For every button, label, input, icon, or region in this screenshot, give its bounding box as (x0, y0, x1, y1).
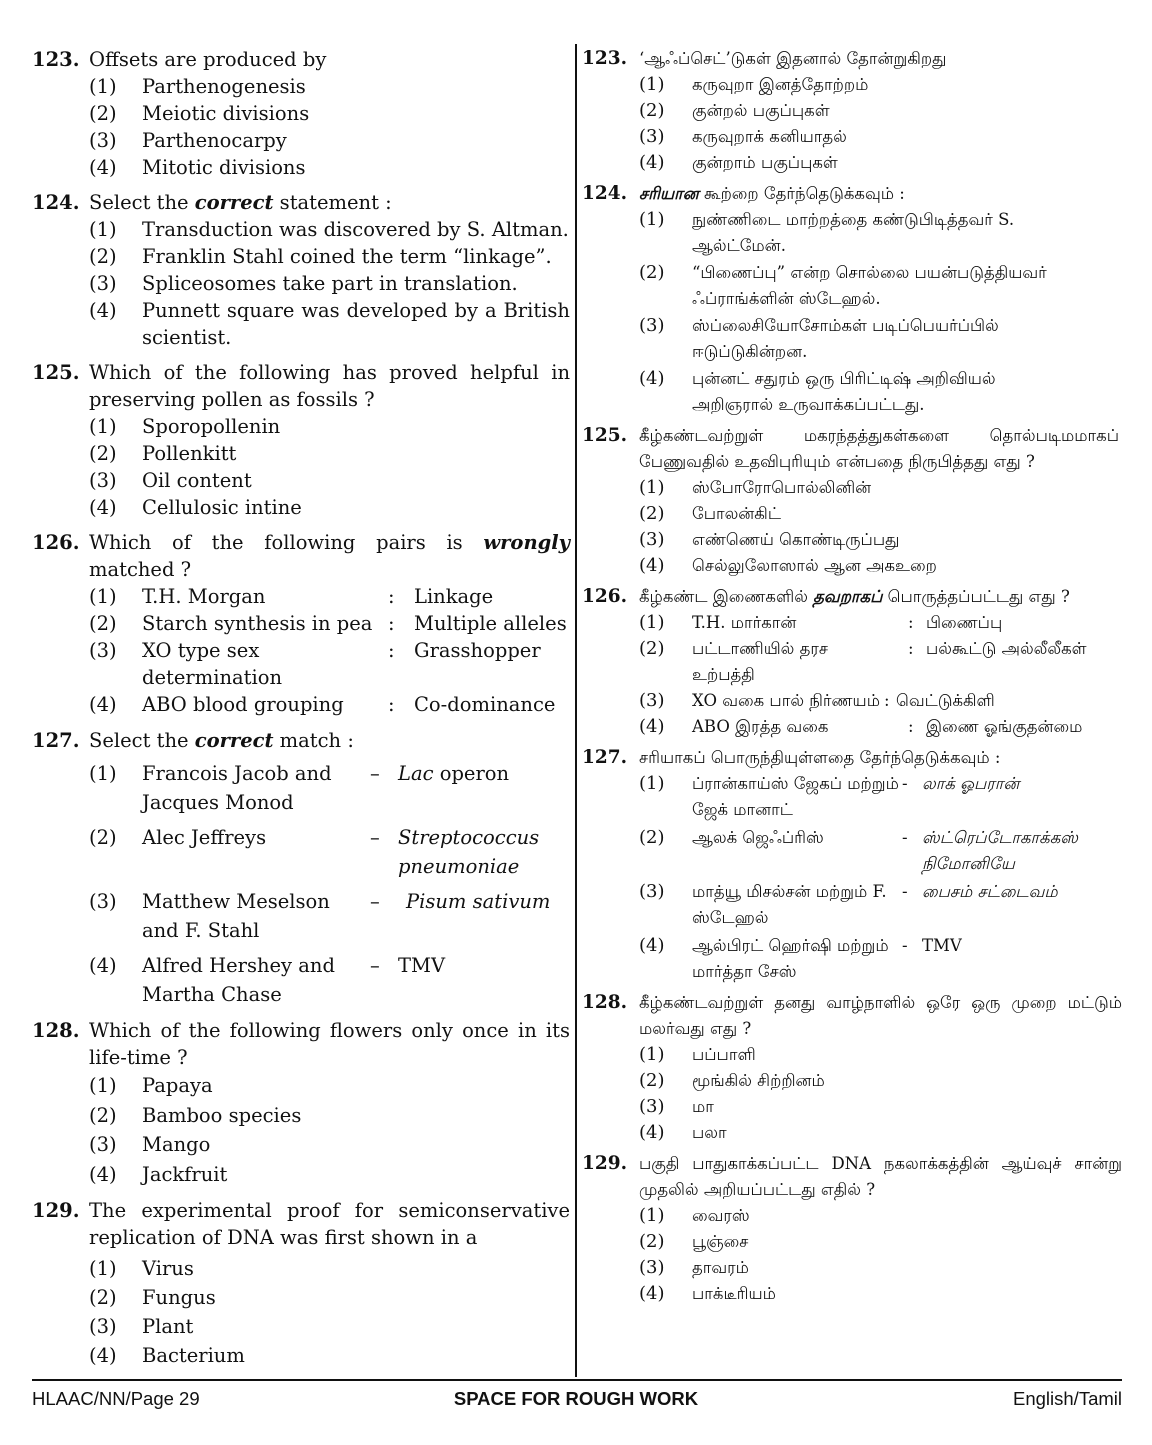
option-1: (1) Parthenogenesis (89, 75, 306, 98)
question-125-en (32, 359, 570, 521)
options-list (89, 1071, 570, 1189)
question-text: Which of the following pairs is wrongly matched ? (89, 531, 570, 581)
question-129-ta (582, 1151, 1122, 1307)
option-3: (3) Parthenocarpy (89, 129, 287, 152)
question-127-en (32, 726, 570, 1009)
question-127-ta (582, 745, 1122, 985)
option-4: (4) Mitotic divisions (89, 156, 306, 179)
option-2: (2) Pollenkitt (89, 442, 237, 465)
question-number: 127. (32, 729, 80, 752)
question-text: கீழ்கண்டவற்றுள் மகரந்தத்துகள்களை தொல்படிமமாகப் பேணுவதில் உதவிபுரியும் என்பதை நிருபித்தது எது ? (639, 426, 1119, 471)
english-column (32, 46, 570, 1378)
question-text: கீழ்கண்டவற்றுள் தனது வாழ்நாளில் ஒரே ஒரு முறை மட்டும் மலர்வது எது ? (639, 993, 1122, 1038)
option-2: (2) பட்டாணியில் தரச உற்பத்தி : பல்கூட்டு அல்லீலீகள் (639, 638, 1087, 684)
option-1: (1) நுண்ணிடை மாற்றத்தை கண்டுபிடித்தவர் S. ஆல்ட்மேன். (639, 209, 1015, 255)
option-2: (2) மூங்கில் சிற்றினம் (639, 1070, 825, 1091)
question-number: 129. (582, 1153, 628, 1174)
option-3: (3) மாத்யூ மிசல்சன் மற்றும் F. ஸ்டேஹல் - பைசம் சட்டைவம் (639, 881, 1058, 927)
pairs-list (639, 610, 1122, 740)
question-text: பகுதி பாதுகாக்கப்பட்ட DNA நகலாக்கத்தின் ஆய்வுச் சான்று முதலில் அறியப்பட்டது எதில் ? (639, 1154, 1122, 1199)
question-text: The experimental proof for semiconservative replication of DNA was first shown in a (89, 1199, 570, 1249)
option-2: (2) “பிணைப்பு” என்ற சொல்லை பயன்படுத்தியவர் ஃப்ராங்க்ளின் ஸ்டேஹல். (639, 262, 1047, 308)
question-number: 124. (32, 191, 80, 214)
question-text: Offsets are produced by (89, 48, 327, 71)
options-list (639, 1203, 1122, 1307)
option-1: (1) T.H. Morgan : Linkage (89, 585, 494, 608)
question-number: 128. (582, 992, 628, 1013)
question-number: 123. (582, 48, 628, 69)
question-text: ‘ஆஃப்செட்’டுகள் இதனால் தோன்றுகிறது (639, 49, 947, 68)
option-1: (1) ஸ்போரோபொல்லினின் (639, 477, 872, 498)
option-2: (2) Franklin Stahl coined the term “linkage”. (89, 245, 552, 268)
question-number: 128. (32, 1019, 80, 1042)
option-1: (1) T.H. மார்கான் : பிணைப்பு (639, 612, 1003, 633)
option-3: (3) XO வகை பால் நிர்ணயம் : வெட்டுக்கிளி (639, 690, 995, 711)
option-3: (3) Spliceosomes take part in translation. (89, 272, 518, 295)
option-4: (4) Punnett square was developed by a British scientist. (89, 299, 570, 349)
option-2: (2) Starch synthesis in pea : Multiple alleles (89, 612, 567, 635)
question-number: 125. (32, 361, 80, 384)
language-label: English/Tamil (1013, 1388, 1122, 1409)
option-4: (4) Alfred Hershey and Martha Chase – TMV (89, 954, 446, 1006)
option-1: (1) Papaya (89, 1074, 213, 1097)
option-4: (4) ABO blood grouping : Co-dominance (89, 693, 556, 716)
question-129-en (32, 1197, 570, 1370)
option-4: (4) குன்றாம் பகுப்புகள் (639, 152, 838, 173)
question-number: 127. (582, 747, 628, 768)
option-2: (2) Alec Jeffreys – Streptococcus pneumoniae (89, 826, 540, 878)
options-list (639, 72, 1122, 176)
option-3: (3) Oil content (89, 469, 252, 492)
options-list (89, 216, 570, 351)
question-124-ta (582, 181, 1122, 418)
option-4: (4) Jackfruit (89, 1162, 228, 1186)
tamil-column (582, 46, 1122, 1315)
option-4: (4) ABO இரத்த வகை : இணை ஓங்குதன்மை (639, 716, 1083, 737)
question-number: 129. (32, 1199, 80, 1222)
option-4: (4) புன்னட் சதுரம் ஒரு பிரிட்டிஷ் அறிவியல் அறிஞரால் உருவாக்கப்பட்டது. (639, 368, 996, 414)
rough-work-label: SPACE FOR ROUGH WORK (453, 1388, 699, 1409)
options-list (89, 1254, 570, 1370)
question-number: 123. (32, 48, 80, 71)
option-2: (2) ஆலக் ஜெஃப்ரிஸ் - ஸ்ட்ரெப்டோகாக்கஸ் நிமோனியே (639, 827, 1078, 873)
question-text: Which of the following has proved helpful in preserving pollen as fossils ? (89, 361, 570, 411)
option-4: (4) Cellulosic intine (89, 496, 302, 519)
option-2: (2) பூஞ்சை (639, 1231, 749, 1252)
option-2: (2) குன்றல் பகுப்புகள் (639, 100, 830, 121)
question-text: Select the correct match : (89, 729, 354, 752)
question-124-en (32, 189, 570, 351)
options-list (89, 73, 570, 181)
option-3: (3) எண்ணெய் கொண்டிருப்பது (639, 529, 900, 550)
option-1: (1) Virus (89, 1257, 194, 1280)
option-2: (2) Fungus (89, 1286, 216, 1309)
question-number: 125. (582, 425, 628, 446)
option-1: (1) Sporopollenin (89, 415, 281, 438)
option-1: (1) பப்பாளி (639, 1044, 756, 1065)
options-list (639, 475, 1122, 579)
question-123-en (32, 46, 570, 181)
option-3: (3) மா (639, 1096, 714, 1117)
question-123-ta (582, 46, 1122, 176)
question-125-ta (582, 423, 1122, 579)
question-128-ta (582, 990, 1122, 1146)
option-4: (4) செல்லுலோஸால் ஆன அகஉறை (639, 555, 937, 576)
question-number: 126. (32, 531, 80, 554)
question-text: Select the correct statement : (89, 191, 392, 214)
options-list (639, 207, 1122, 418)
pairs-list (89, 583, 570, 718)
question-text: சரியான கூற்றை தேர்ந்தெடுக்கவும் : (639, 184, 905, 203)
page-code: HLAAC/NN/Page 29 (32, 1388, 200, 1409)
option-4: (4) ஆல்பிரட் ஹெர்ஷி மற்றும் மார்த்தா சேஸ் - TMV (639, 935, 962, 981)
option-3: (3) XO type sex determination : Grasshopper (89, 639, 541, 689)
option-3: (3) தாவரம் (639, 1257, 749, 1278)
question-126-ta (582, 584, 1122, 740)
option-1: (1) வைரஸ் (639, 1205, 750, 1226)
option-1: (1) Transduction was discovered by S. Altman. (89, 218, 569, 241)
option-2: (2) போலன்கிட் (639, 503, 781, 524)
option-2: (2) Bamboo species (89, 1103, 302, 1127)
option-3: (3) Mango (89, 1133, 211, 1156)
options-list (639, 1042, 1122, 1146)
question-128-en (32, 1017, 570, 1189)
options-list (89, 413, 570, 521)
question-text: சரியாகப் பொருந்தியுள்ளதை தேர்ந்தெடுக்கவும் : (639, 748, 1001, 767)
question-number: 126. (582, 586, 628, 607)
question-text: Which of the following flowers only once in its life-time ? (89, 1019, 570, 1069)
match-list (89, 759, 570, 1009)
option-1: (1) கருவுறா இனத்தோற்றம் (639, 74, 869, 95)
question-number: 124. (582, 183, 628, 204)
option-4: (4) பாக்டீரியம் (639, 1283, 776, 1304)
question-126-en (32, 529, 570, 718)
footer-rule (32, 1379, 1122, 1381)
option-1: (1) ப்ரான்காய்ஸ் ஜேகப் மற்றும் ஜேக் மானாட் - லாக் ஓபரான் (639, 773, 1020, 819)
option-3: (3) Matthew Meselson and F. Stahl – Pisum sativum (89, 890, 551, 942)
match-list (639, 771, 1122, 985)
option-4: (4) பலா (639, 1122, 727, 1143)
option-2: (2) Meiotic divisions (89, 102, 310, 125)
option-3: (3) Plant (89, 1315, 194, 1338)
option-3: (3) கருவுறாக் கனியாதல் (639, 126, 847, 147)
column-divider (575, 44, 577, 1377)
option-3: (3) ஸ்ப்லைசியோசோம்கள் படிப்பெயர்ப்பில் ஈடுப்டுகின்றன. (639, 315, 999, 361)
option-1: (1) Francois Jacob and Jacques Monod – Lac operon (89, 762, 510, 814)
question-text: கீழ்கண்ட இணைகளில் தவறாகப் பொருத்தப்பட்டது எது ? (639, 587, 1070, 606)
option-4: (4) Bacterium (89, 1344, 245, 1367)
